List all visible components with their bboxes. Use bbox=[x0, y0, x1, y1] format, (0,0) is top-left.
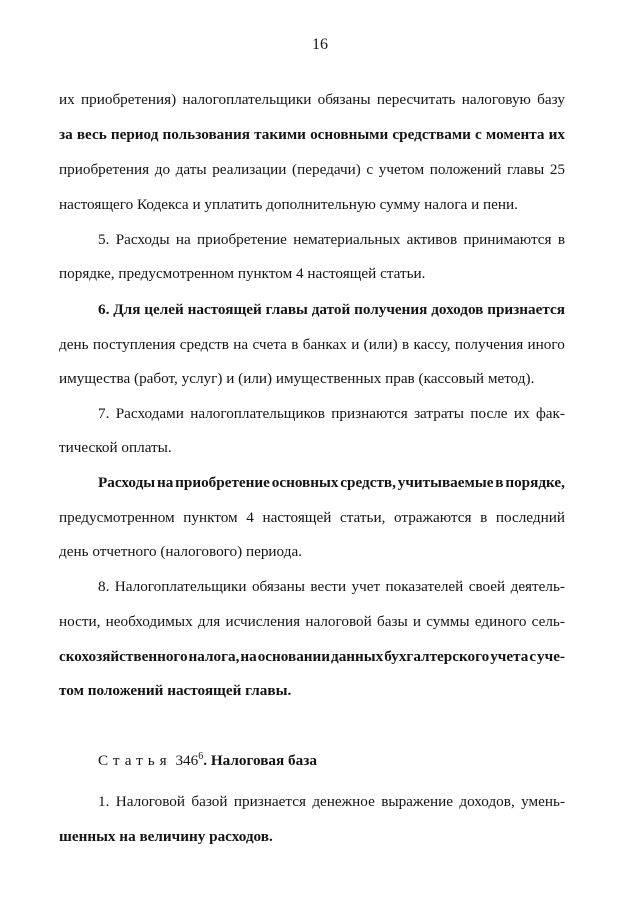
word: сель- bbox=[531, 613, 565, 630]
word: базы bbox=[376, 613, 408, 630]
word: налогоплательщики bbox=[182, 91, 312, 108]
word: предусмотренном bbox=[59, 509, 175, 526]
word: основными bbox=[310, 126, 389, 143]
word: для bbox=[197, 613, 221, 630]
word: налоговой bbox=[305, 613, 372, 630]
word: приобретения bbox=[59, 161, 150, 178]
word: основных bbox=[271, 474, 339, 491]
word: налоговую bbox=[461, 91, 531, 108]
text-line bbox=[59, 614, 565, 629]
word: выражение bbox=[381, 793, 453, 810]
word: необходимых bbox=[105, 613, 193, 630]
word: с bbox=[366, 161, 374, 178]
page-number: 16 bbox=[312, 36, 328, 53]
word: банках bbox=[302, 336, 347, 353]
word: суммы bbox=[426, 613, 470, 630]
word: 5. bbox=[98, 231, 110, 248]
word: денежное bbox=[312, 793, 375, 810]
word: реализации bbox=[212, 161, 287, 178]
text-line bbox=[59, 337, 565, 352]
word: получения bbox=[354, 301, 428, 318]
word: пересчитать bbox=[376, 91, 456, 108]
word: в bbox=[495, 474, 504, 491]
word: признается bbox=[233, 793, 306, 810]
word: даты bbox=[175, 161, 207, 178]
word: положений bbox=[429, 161, 502, 178]
word: главы bbox=[507, 161, 545, 178]
text-line bbox=[98, 794, 565, 809]
text-line bbox=[59, 649, 565, 664]
text-line bbox=[98, 579, 565, 594]
word: затраты bbox=[414, 405, 465, 422]
word: деятель- bbox=[510, 578, 565, 595]
word: в bbox=[401, 336, 410, 353]
word: вести bbox=[310, 578, 347, 595]
word: в bbox=[291, 336, 299, 353]
word: исчисления bbox=[225, 613, 301, 630]
word: налога, bbox=[188, 648, 240, 665]
word: до bbox=[154, 161, 171, 178]
word: иного bbox=[527, 336, 565, 353]
word: данных bbox=[331, 648, 384, 665]
word: 4 bbox=[246, 509, 254, 526]
word: своей bbox=[468, 578, 506, 595]
text-line: день отчетного (налогового) периода. bbox=[59, 543, 302, 560]
word: единого bbox=[474, 613, 527, 630]
word: Расходами bbox=[115, 405, 184, 422]
word: принимаются bbox=[463, 231, 552, 248]
word: пользования bbox=[162, 126, 250, 143]
word: показателей bbox=[385, 578, 464, 595]
word: доходов bbox=[431, 301, 484, 318]
word: базой bbox=[191, 793, 228, 810]
word: Налоговой bbox=[115, 793, 186, 810]
text-line bbox=[59, 510, 565, 525]
word: в bbox=[480, 509, 488, 526]
word: умень- bbox=[521, 793, 565, 810]
text-line bbox=[59, 92, 565, 107]
text-line bbox=[98, 475, 565, 490]
text-line: порядке, предусмотренном пунктом 4 настоящей статьи. bbox=[59, 265, 426, 282]
word: день bbox=[59, 336, 89, 353]
word: последний bbox=[495, 509, 565, 526]
word: (передачи) bbox=[292, 161, 361, 178]
word: базу bbox=[537, 91, 565, 108]
word: отражаются bbox=[394, 509, 472, 526]
word: Для bbox=[113, 301, 141, 318]
word: средств, bbox=[340, 474, 396, 491]
word: их bbox=[59, 91, 75, 108]
article-heading bbox=[98, 753, 317, 768]
word: средств bbox=[179, 336, 229, 353]
article-number: 346 bbox=[175, 752, 199, 769]
word: с bbox=[529, 648, 537, 665]
article-prefix: Статья bbox=[98, 752, 172, 769]
word: их bbox=[548, 126, 565, 143]
word: активов bbox=[406, 231, 458, 248]
word: после bbox=[470, 405, 508, 422]
word: нематериальных bbox=[293, 231, 401, 248]
word: и bbox=[351, 336, 360, 353]
word: на bbox=[175, 231, 191, 248]
word: на bbox=[233, 336, 249, 353]
word: обязаны bbox=[317, 91, 371, 108]
word: главы bbox=[265, 301, 308, 318]
word: Расходы bbox=[115, 231, 170, 248]
word: признается bbox=[487, 301, 565, 318]
word: целей bbox=[144, 301, 184, 318]
text-line bbox=[59, 162, 565, 177]
text-line: том положений настоящей главы. bbox=[59, 682, 292, 699]
article-title: . Налоговая база bbox=[203, 752, 317, 769]
text-line: шенных на величину расходов. bbox=[59, 828, 273, 845]
word: момента bbox=[485, 126, 545, 143]
word: (или) bbox=[363, 336, 398, 353]
word: за bbox=[59, 126, 73, 143]
text-line: настоящего Кодекса и уплатить дополнительную сумму налога и пени. bbox=[59, 196, 518, 213]
word: на bbox=[240, 648, 257, 665]
text-line bbox=[98, 406, 565, 421]
text-line: имущества (работ, услуг) и (или) имущественных прав (кассовый метод). bbox=[59, 370, 535, 387]
word: в bbox=[557, 231, 565, 248]
word: и bbox=[412, 613, 422, 630]
word: такими bbox=[254, 126, 306, 143]
word: приобретение bbox=[197, 231, 287, 248]
word: счета bbox=[252, 336, 287, 353]
word: период bbox=[110, 126, 159, 143]
word: 6. bbox=[98, 301, 110, 318]
word: на bbox=[156, 474, 174, 491]
word: порядке, bbox=[505, 474, 565, 491]
word: признаются bbox=[331, 405, 408, 422]
word: налогоплательщиков bbox=[190, 405, 325, 422]
word: 8. bbox=[98, 578, 110, 595]
word: настоящей bbox=[187, 301, 262, 318]
word: их bbox=[513, 405, 530, 422]
word: статьи, bbox=[339, 509, 386, 526]
word: Налогоплательщики bbox=[114, 578, 247, 595]
word: уче- bbox=[537, 648, 565, 665]
text-line bbox=[98, 232, 565, 247]
text-line: тической оплаты. bbox=[59, 439, 172, 456]
word: бухгалтерского bbox=[384, 648, 490, 665]
word: учет bbox=[351, 578, 381, 595]
word: Расходы bbox=[98, 474, 156, 491]
word: поступления bbox=[92, 336, 176, 353]
word: получения bbox=[454, 336, 524, 353]
word: 25 bbox=[549, 161, 565, 178]
text-line bbox=[98, 302, 565, 317]
word: учетом bbox=[378, 161, 425, 178]
word: датой bbox=[311, 301, 351, 318]
word: пунктом bbox=[183, 509, 238, 526]
word: скохозяйственного bbox=[59, 648, 188, 665]
word: средствами bbox=[392, 126, 471, 143]
word: учитываемые bbox=[397, 474, 494, 491]
word: ности, bbox=[59, 613, 101, 630]
word: приобретение bbox=[175, 474, 270, 491]
word: кассу, bbox=[413, 336, 451, 353]
word: приобретения) bbox=[81, 91, 177, 108]
word: с bbox=[475, 126, 482, 143]
word: 1. bbox=[98, 793, 110, 810]
word: весь bbox=[76, 126, 107, 143]
word: доходов, bbox=[459, 793, 515, 810]
word: фак- bbox=[535, 405, 565, 422]
word: основании bbox=[257, 648, 331, 665]
word: учета bbox=[490, 648, 529, 665]
article-superscript: 6 bbox=[198, 751, 204, 762]
word: 7. bbox=[98, 405, 110, 422]
word: обязаны bbox=[251, 578, 305, 595]
word: настоящей bbox=[262, 509, 332, 526]
text-line bbox=[59, 127, 565, 142]
